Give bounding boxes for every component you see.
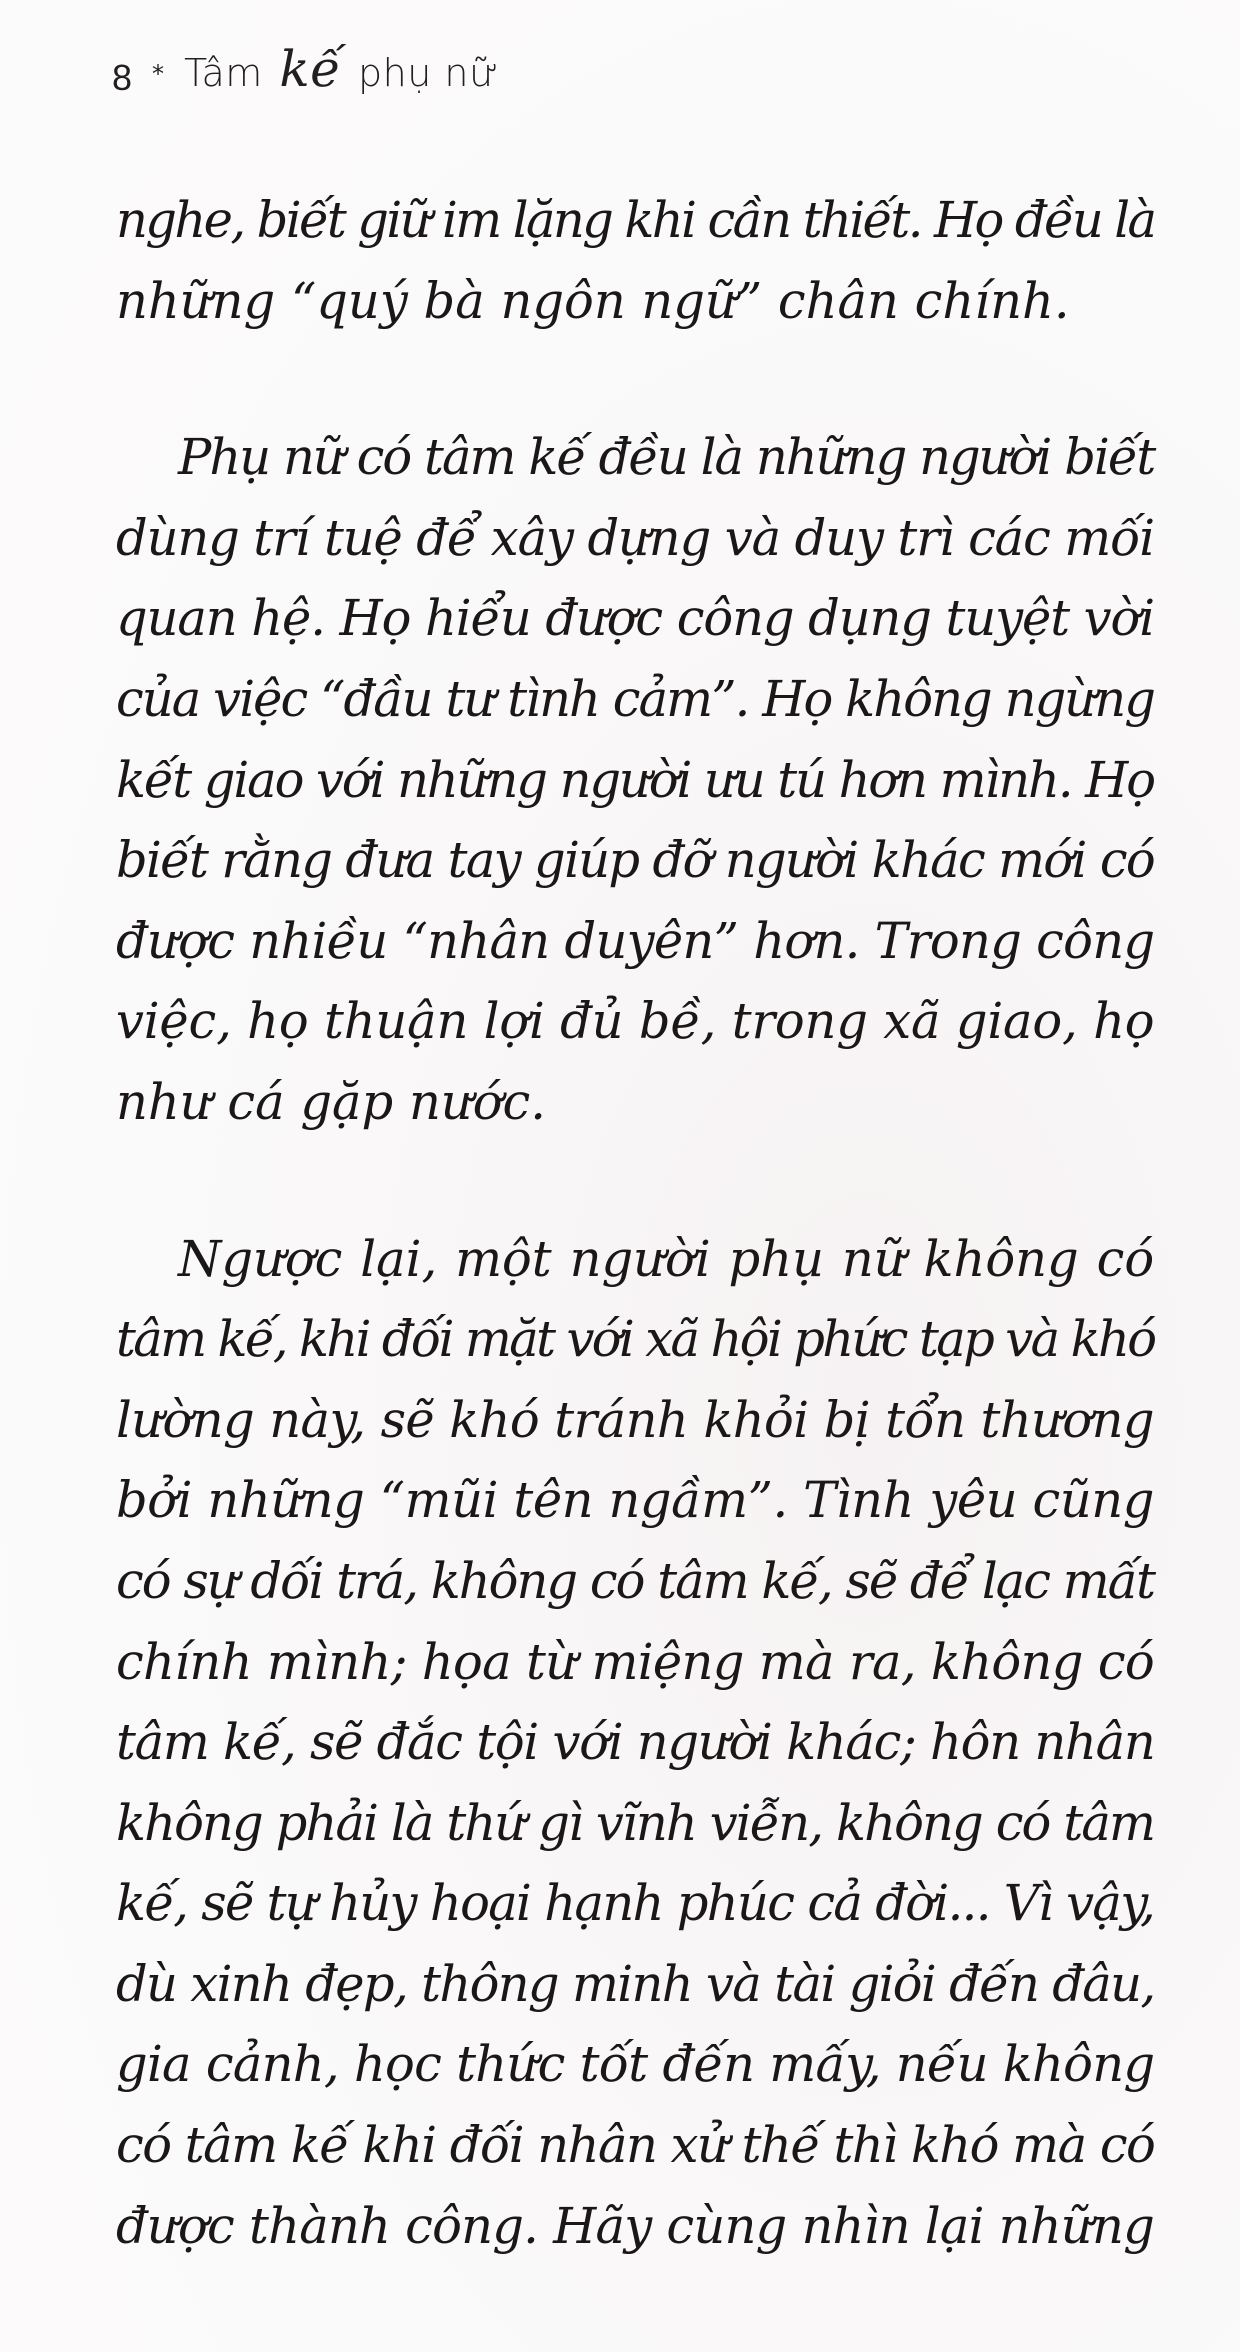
paragraph-2 (116, 417, 1154, 1142)
body-text (116, 180, 1154, 2266)
text-line: lường này, sẽ khó tránh khỏi bị tổn thương (116, 1390, 1154, 1449)
page-number: 8 (112, 57, 133, 98)
text-line: như cá gặp nước. (116, 1072, 546, 1131)
text-line: những “quý bà ngôn ngữ” chân chính. (116, 271, 1070, 330)
text-line: dùng trí tuệ để xây dựng và duy trì các mối (116, 508, 1155, 567)
text-line: tâm kế, khi đối mặt với xã hội phức tạp và khó (116, 1310, 1155, 1369)
text-line: việc, họ thuận lợi đủ bề, trong xã giao, họ (116, 992, 1155, 1051)
text-line: tâm kế, sẽ đắc tội với người khác; hôn nhân (116, 1713, 1155, 1772)
header-separator: * (152, 60, 165, 88)
text-line: của việc “đầu tư tình cảm”. Họ không ngừng (116, 669, 1154, 728)
running-title-word-1: Tâm (184, 51, 263, 95)
running-title (184, 40, 499, 98)
text-line: kế, sẽ tự hủy hoại hạnh phúc cả đời... Vì vậy, (116, 1874, 1155, 1933)
text-line: gia cảnh, học thức tốt đến mấy, nếu không (116, 2035, 1155, 2094)
running-title-script-word: kế (279, 40, 342, 98)
text-line: nghe, biết giữ im lặng khi cần thiết. Họ đều là (116, 191, 1155, 249)
text-line: quan hệ. Họ hiểu được công dụng tuyệt vời (116, 589, 1154, 648)
text-line: kết giao với những người ưu tú hơn mình. Họ (116, 750, 1154, 809)
text-line: được thành công. Hãy cùng nhìn lại những (116, 2196, 1154, 2255)
text-line: chính mình; họa từ miệng mà ra, không có (116, 1632, 1154, 1691)
text-line: không phải là thứ gì vĩnh viễn, không có tâm (116, 1793, 1154, 1852)
paragraph-1 (116, 180, 1154, 341)
text-line: biết rằng đưa tay giúp đỡ người khác mới có (116, 831, 1154, 890)
paragraph-3 (116, 1219, 1154, 2267)
text-line: có sự dối trá, không có tâm kế, sẽ để lạc mất (116, 1551, 1154, 1610)
text-line: Phụ nữ có tâm kế đều là những người biết (178, 428, 1155, 487)
running-header (112, 40, 499, 150)
text-line: bởi những “mũi tên ngầm”. Tình yêu cũng (116, 1471, 1154, 1530)
text-line: có tâm kế khi đối nhân xử thế thì khó mà có (116, 2116, 1155, 2175)
text-line: Ngược lại, một người phụ nữ không có (178, 1229, 1155, 1288)
text-line: được nhiều “nhân duyên” hơn. Trong công (116, 911, 1155, 970)
running-title-word-2: phụ nữ (358, 51, 500, 95)
text-line: dù xinh đẹp, thông minh và tài giỏi đến đâu, (116, 1954, 1155, 2013)
